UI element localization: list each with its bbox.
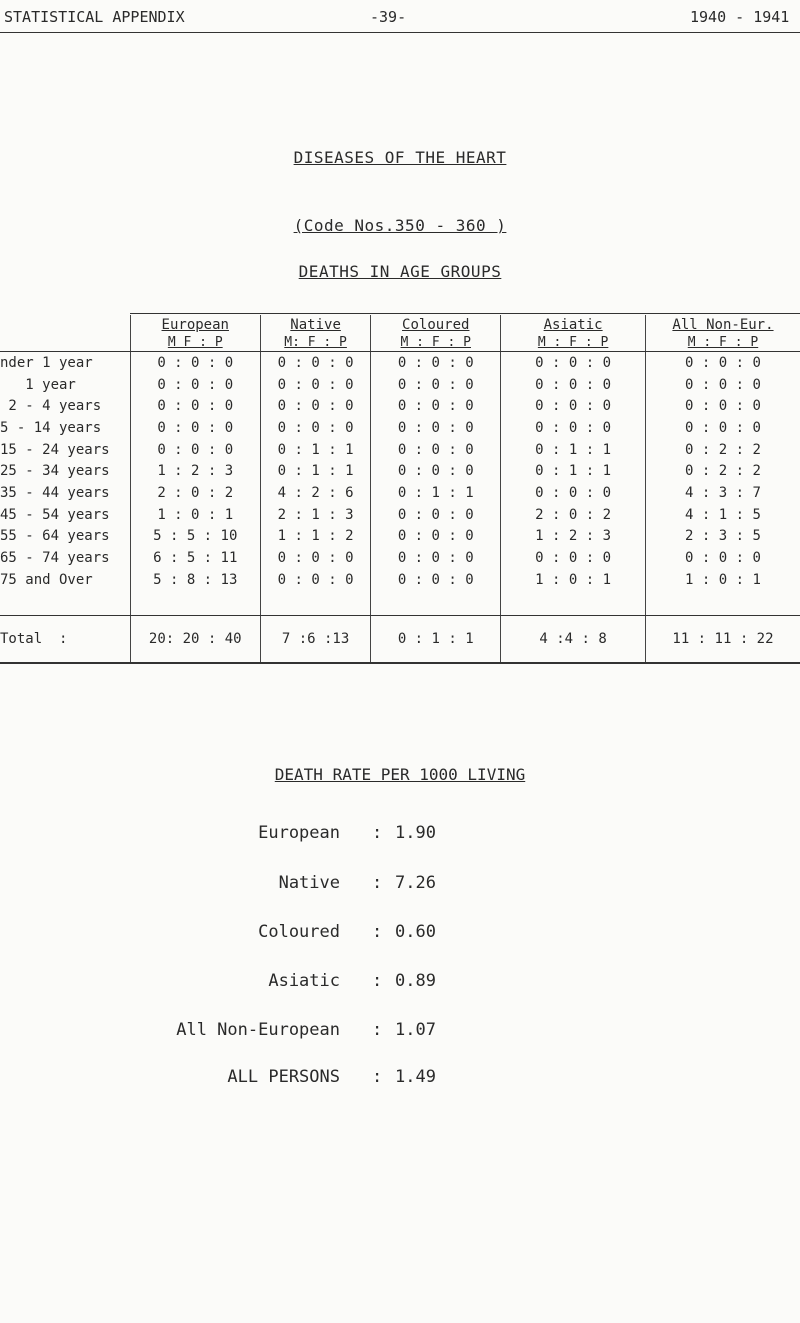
spacer-cell [501, 591, 646, 616]
page-number: -39- [370, 8, 407, 26]
table-row [0, 395, 800, 417]
population-name: European [258, 823, 340, 843]
spacer-row [0, 591, 800, 616]
sub-title: DEATHS IN AGE GROUPS [298, 262, 502, 281]
separator: : [372, 823, 383, 843]
table-cell: 0 : 0 : 0 [371, 417, 501, 439]
table-cell: 1 : 0 : 1 [501, 569, 646, 591]
table-cell: 0 : 0 : 0 [130, 374, 260, 396]
separator: : [372, 1020, 383, 1040]
table-cell: 0 : 0 : 0 [371, 374, 501, 396]
total-label: Total : [0, 615, 130, 663]
spacer-cell [260, 591, 370, 616]
table-cell: 2 : 0 : 2 [501, 504, 646, 526]
group-coloured: Coloured [371, 315, 501, 334]
spacer-cell [371, 591, 501, 616]
table-cell: 0 : 0 : 0 [371, 504, 501, 526]
subheader-asiatic: M : F : P [501, 334, 646, 352]
population-name: All Non-European [176, 1020, 340, 1040]
subheader-european: M F : P [130, 334, 260, 352]
table-cell: 4 : 2 : 6 [260, 482, 370, 504]
death-rate-value: 1.90 [395, 823, 436, 843]
group-european: European [130, 315, 260, 334]
table-cell: 0 : 0 : 0 [645, 547, 800, 569]
table-cell: 0 : 0 : 0 [371, 395, 501, 417]
subheader-all-non-european: M : F : P [645, 334, 800, 352]
table-row [0, 417, 800, 439]
separator: : [372, 873, 383, 893]
population-name: Asiatic [268, 971, 340, 991]
age-group-label: 5 - 14 years [0, 419, 102, 436]
table-cell: 0 : 2 : 2 [645, 439, 800, 461]
table-cell: 0 : 0 : 0 [501, 482, 646, 504]
table-cell: 0 : 0 : 0 [260, 417, 370, 439]
spacer-cell [645, 591, 800, 616]
death-rate-row [0, 1020, 800, 1048]
total-asiatic: 4 :4 : 8 [501, 615, 646, 663]
population-name: Coloured [258, 922, 340, 942]
death-rate-value: 0.89 [395, 971, 436, 991]
population-name: Native [278, 873, 340, 893]
table-row [0, 526, 800, 548]
table-cell: 0 : 0 : 0 [501, 374, 646, 396]
age-group-label: 45 - 54 years [0, 506, 110, 523]
table-cell: 0 : 0 : 0 [501, 395, 646, 417]
table-cell: 1 : 0 : 1 [645, 569, 800, 591]
table-cell: 0 : 0 : 0 [371, 526, 501, 548]
age-group-label: 65 - 74 years [0, 550, 110, 567]
table-cell: 1 : 1 : 2 [260, 526, 370, 548]
table-cell: 1 : 2 : 3 [130, 460, 260, 482]
table-cell: 5 : 8 : 13 [130, 569, 260, 591]
death-rate-value: 1.07 [395, 1020, 436, 1040]
age-group-label: 15 - 24 years [0, 441, 110, 458]
table-cell: 0 : 2 : 2 [645, 460, 800, 482]
table-cell: 0 : 1 : 1 [501, 439, 646, 461]
table-cell: 0 : 0 : 0 [371, 352, 501, 374]
table-cell: 0 : 0 : 0 [645, 417, 800, 439]
table-cell: 0 : 0 : 0 [371, 569, 501, 591]
age-group-label: 2 - 4 years [0, 398, 102, 415]
death-rate-value: 1.49 [395, 1067, 436, 1087]
total-row [0, 615, 800, 663]
table-row [0, 482, 800, 504]
table-cell: 2 : 0 : 2 [130, 482, 260, 504]
table-cell: 0 : 0 : 0 [260, 395, 370, 417]
population-name: ALL PERSONS [227, 1067, 340, 1087]
table-cell: 0 : 0 : 0 [501, 547, 646, 569]
total-all-non-european: 11 : 11 : 22 [645, 615, 800, 663]
code-range [0, 216, 800, 235]
table-cell: 4 : 1 : 5 [645, 504, 800, 526]
spacer-cell [130, 591, 260, 616]
table-cell: 5 : 5 : 10 [130, 526, 260, 548]
table-cell: 0 : 0 : 0 [130, 352, 260, 374]
separator: : [372, 1067, 383, 1087]
total-european: 20: 20 : 40 [130, 615, 260, 663]
main-title: DISEASES OF THE HEART [293, 148, 507, 167]
death-rate-row [0, 922, 800, 950]
death-rate-row [0, 873, 800, 901]
spacer-cell [0, 591, 130, 616]
age-group-label: nder 1 year [0, 354, 93, 371]
table-cell: 0 : 0 : 0 [260, 547, 370, 569]
table-cell: 2 : 1 : 3 [260, 504, 370, 526]
subheader-row [0, 334, 800, 352]
table-cell: 0 : 0 : 0 [130, 395, 260, 417]
table-body [0, 352, 800, 591]
table-cell: 0 : 0 : 0 [371, 547, 501, 569]
table-row [0, 569, 800, 591]
year-range: 1940 - 1941 [690, 8, 790, 26]
table-cell: 0 : 1 : 1 [371, 482, 501, 504]
table-cell: 0 : 0 : 0 [645, 374, 800, 396]
separator: : [372, 971, 383, 991]
table-cell: 2 : 3 : 5 [645, 526, 800, 548]
age-group-label: 35 - 44 years [0, 484, 110, 501]
label-subheader [0, 334, 130, 352]
table-cell: 0 : 0 : 0 [371, 439, 501, 461]
table-cell: 0 : 0 : 0 [645, 352, 800, 374]
table-cell: 0 : 0 : 0 [260, 374, 370, 396]
table-cell: 0 : 0 : 0 [130, 417, 260, 439]
table-cell: 0 : 0 : 0 [260, 352, 370, 374]
table-cell: 4 : 3 : 7 [645, 482, 800, 504]
code-range-text: (Code Nos.350 - 360 ) [293, 216, 507, 235]
table-cell: 0 : 0 : 0 [645, 395, 800, 417]
label-header [0, 315, 130, 334]
header-rule [0, 32, 800, 33]
appendix-title: STATISTICAL APPENDIX [4, 8, 185, 26]
total-native: 7 :6 :13 [260, 615, 370, 663]
table-row [0, 547, 800, 569]
table-cell: 0 : 0 : 0 [130, 439, 260, 461]
death-rate-row [0, 971, 800, 999]
death-rate-value: 0.60 [395, 922, 436, 942]
group-asiatic: Asiatic [501, 315, 646, 334]
table-cell: 1 : 0 : 1 [130, 504, 260, 526]
age-group-label: 75 and Over [0, 571, 93, 588]
table-row [0, 460, 800, 482]
death-rate-value: 7.26 [395, 873, 436, 893]
table-cell: 0 : 1 : 1 [260, 439, 370, 461]
death-rate-title: DEATH RATE PER 1000 LIVING [274, 765, 526, 784]
deaths-table [0, 315, 800, 664]
group-all-non-european: All Non-Eur. [645, 315, 800, 334]
death-rate-row [0, 823, 800, 851]
table-row [0, 439, 800, 461]
separator: : [372, 922, 383, 942]
table-cell: 0 : 0 : 0 [501, 352, 646, 374]
table-row [0, 352, 800, 374]
table-row [0, 504, 800, 526]
age-group-label: 25 - 34 years [0, 463, 110, 480]
group-native: Native [260, 315, 370, 334]
death-rate-row [0, 1067, 800, 1095]
table-row [0, 374, 800, 396]
subheader-coloured: M : F : P [371, 334, 501, 352]
table-top-rule [130, 313, 800, 314]
table-cell: 1 : 2 : 3 [501, 526, 646, 548]
subheader-native: M: F : P [260, 334, 370, 352]
total-coloured: 0 : 1 : 1 [371, 615, 501, 663]
group-header-row [0, 315, 800, 334]
age-group-label: 1 year [0, 376, 76, 393]
table-cell: 0 : 1 : 1 [501, 460, 646, 482]
table-cell: 0 : 1 : 1 [260, 460, 370, 482]
age-group-label: 55 - 64 years [0, 528, 110, 545]
table-cell: 0 : 0 : 0 [501, 417, 646, 439]
table-cell: 6 : 5 : 11 [130, 547, 260, 569]
table-cell: 0 : 0 : 0 [260, 569, 370, 591]
page-header [0, 8, 800, 30]
table-cell: 0 : 0 : 0 [371, 460, 501, 482]
